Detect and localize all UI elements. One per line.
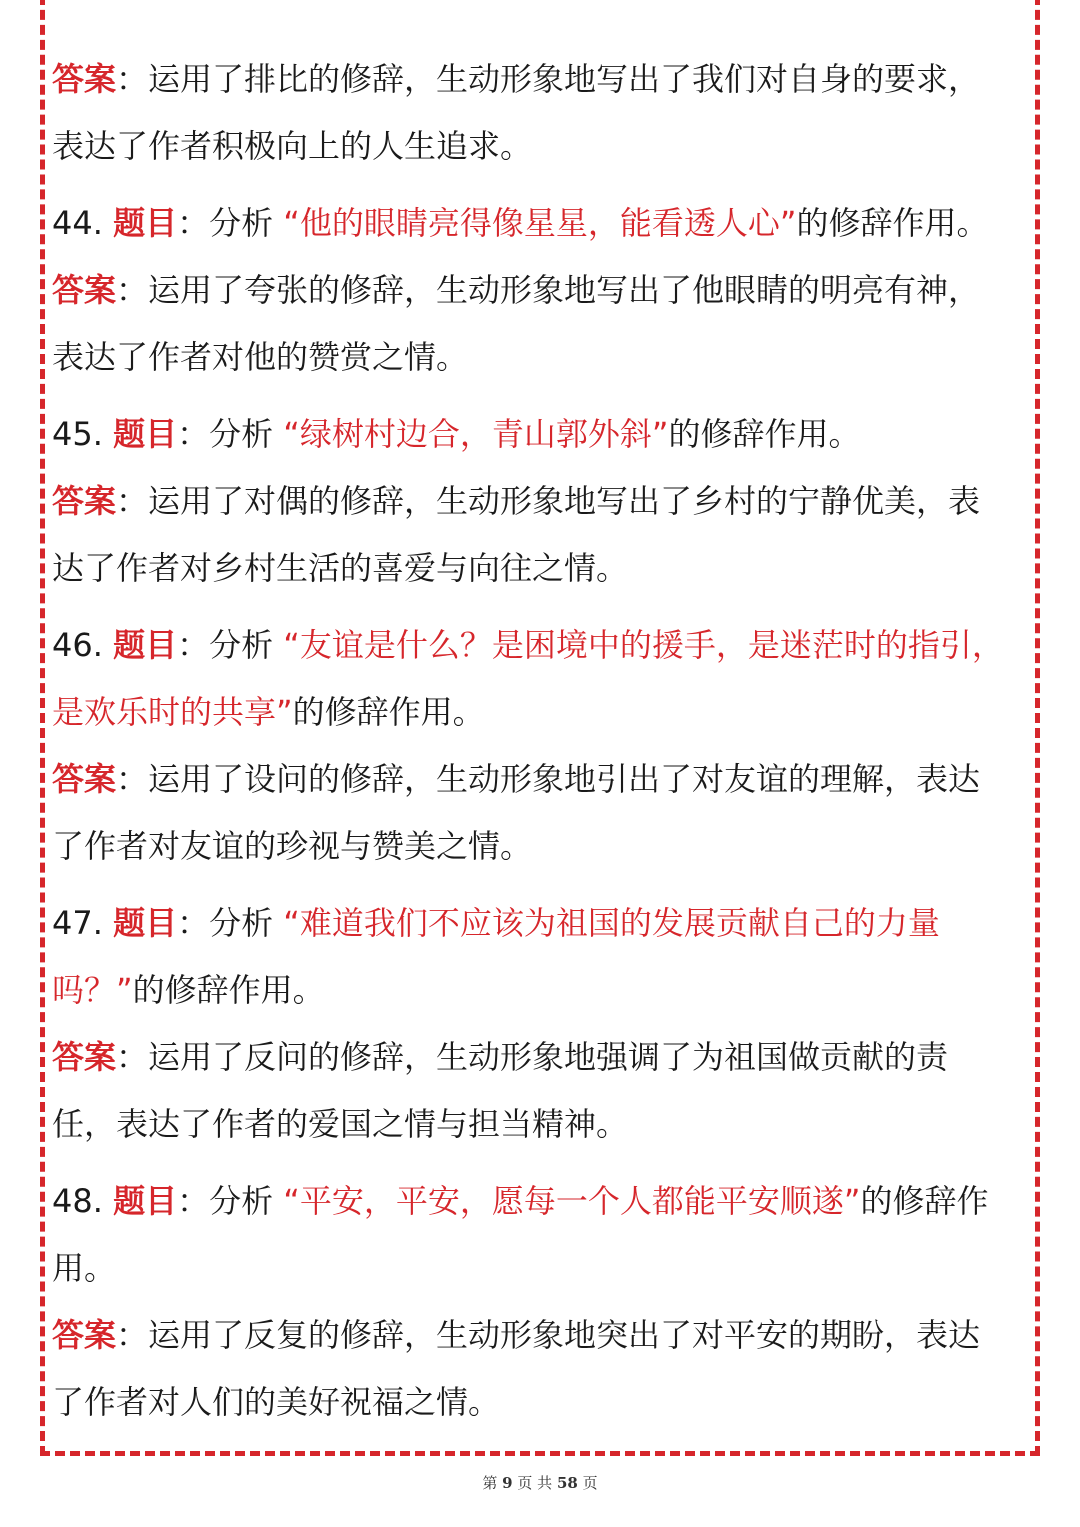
topic-label: 题目 [113,415,178,453]
answer-line [52,1091,1032,1158]
answer-text: ：运用了设问的修辞，生动形象地引出了对友谊的理解，表达 [116,760,981,798]
quoted-sentence: “他的眼睛亮得像星星，能看透人心” [283,204,797,242]
prompt-suffix: 的修辞作 [860,1182,989,1220]
quoted-sentence: “友谊是什么？是困境中的援手，是迷茫时的指引， [283,626,1004,664]
answer-line [52,257,1032,324]
answer-line [52,1302,1032,1369]
question-line [52,612,1032,679]
prompt-suffix: 的修辞作用。 [292,693,485,731]
footer-suffix: 页 [582,1474,598,1492]
question-line [52,190,1032,257]
prompt-prefix: ：分析 [177,204,274,242]
quoted-sentence: 是欢乐时的共享” [52,693,293,731]
question-block-47 [52,890,1032,1158]
prompt-suffix: 的修辞作用。 [668,415,861,453]
answer-label: 答案 [52,1316,117,1354]
prompt-suffix: 的修辞作用。 [796,204,989,242]
answer-text: ：运用了反复的修辞，生动形象地突出了对平安的期盼，表达 [116,1316,981,1354]
topic-label: 题目 [113,1182,178,1220]
answer-label: 答案 [52,482,117,520]
question-number: 44. [52,204,103,242]
answer-text: 表达了作者对他的赞赏之情。 [52,338,469,376]
question-line [52,890,1032,957]
footer-prefix: 第 [482,1474,498,1492]
answer-label: 答案 [52,60,117,98]
prompt-prefix: ：分析 [177,415,274,453]
answer-text: 任，表达了作者的爱国之情与担当精神。 [52,1105,629,1143]
footer-middle: 页 共 [517,1474,553,1492]
answer-label: 答案 [52,271,117,309]
answer-line [52,813,1032,880]
quoted-sentence: 吗？” [52,971,133,1009]
question-line [52,1168,1032,1235]
answer-line [52,1369,1032,1436]
answer-line [52,46,1032,113]
question-line [52,1235,1032,1302]
answer-text: ：运用了夸张的修辞，生动形象地写出了他眼睛的明亮有神， [116,271,981,309]
answer-text: 了作者对友谊的珍视与赞美之情。 [52,827,533,865]
answer-line [52,746,1032,813]
question-number: 47. [52,904,103,942]
qa-content [52,46,1032,1436]
question-line [52,957,1032,1024]
question-line [52,679,1032,746]
prompt-suffix: 的修辞作用。 [132,971,325,1009]
question-number: 46. [52,626,103,664]
answer-line [52,535,1032,602]
page-number: 9 [502,1474,513,1492]
answer-text: ：运用了反问的修辞，生动形象地强调了为祖国做贡献的责 [116,1038,949,1076]
topic-label: 题目 [113,626,178,664]
answer-label: 答案 [52,1038,117,1076]
quoted-sentence: “难道我们不应该为祖国的发展贡献自己的力量 [283,904,940,942]
quoted-sentence: “平安，平安，愿每一个人都能平安顺遂” [283,1182,861,1220]
question-line [52,401,1032,468]
topic-label: 题目 [113,904,178,942]
question-block-48 [52,1168,1032,1436]
total-pages: 58 [556,1474,578,1492]
answer-block-43 [52,46,1032,180]
prompt-prefix: ：分析 [177,626,274,664]
answer-line [52,324,1032,391]
topic-label: 题目 [113,204,178,242]
answer-text: ：运用了排比的修辞，生动形象地写出了我们对自身的要求， [116,60,981,98]
answer-text: 达了作者对乡村生活的喜爱与向往之情。 [52,549,629,587]
question-block-46 [52,612,1032,880]
question-block-44 [52,190,1032,391]
prompt-prefix: ：分析 [177,1182,274,1220]
question-number: 45. [52,415,103,453]
prompt-prefix: ：分析 [177,904,274,942]
answer-text: 表达了作者积极向上的人生追求。 [52,127,533,165]
answer-line [52,1024,1032,1091]
question-number: 48. [52,1182,103,1220]
answer-text: ：运用了对偶的修辞，生动形象地写出了乡村的宁静优美，表 [116,482,981,520]
answer-text: 了作者对人们的美好祝福之情。 [52,1383,501,1421]
answer-line [52,113,1032,180]
answer-line [52,468,1032,535]
prompt-suffix: 用。 [52,1249,117,1287]
question-block-45 [52,401,1032,602]
quoted-sentence: “绿树村边合，青山郭外斜” [283,415,669,453]
page-footer [0,1472,1080,1493]
answer-label: 答案 [52,760,117,798]
